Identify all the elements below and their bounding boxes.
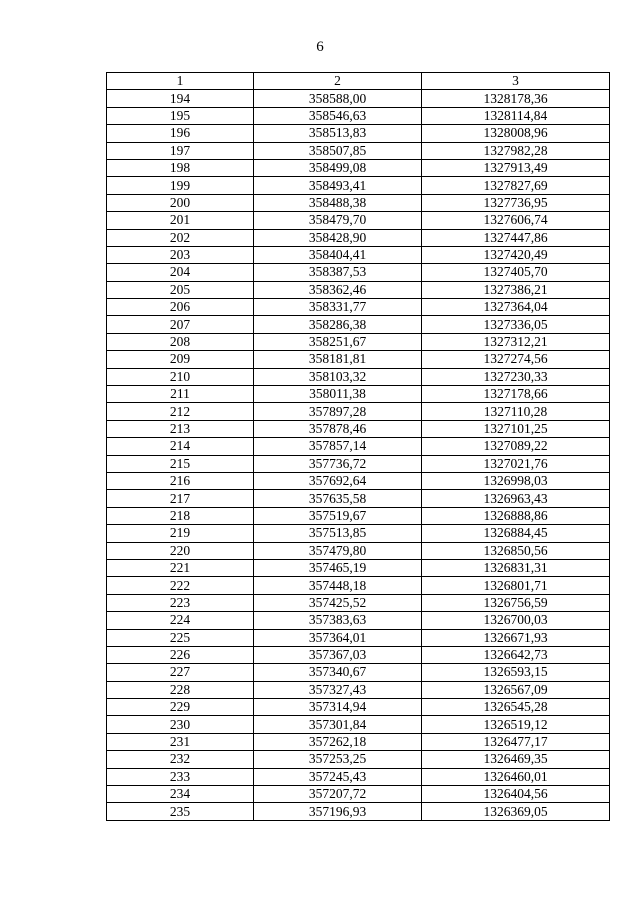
y-coordinate-cell: 1326519,12 [422, 716, 610, 733]
point-number-cell: 226 [107, 646, 254, 663]
y-coordinate-cell: 1327420,49 [422, 246, 610, 263]
y-coordinate-cell: 1328008,96 [422, 125, 610, 142]
table-row [107, 194, 610, 211]
y-coordinate-cell: 1327021,76 [422, 455, 610, 472]
table-row [107, 125, 610, 142]
table-row [107, 438, 610, 455]
x-coordinate-cell: 357196,93 [254, 803, 422, 820]
y-coordinate-cell: 1327230,33 [422, 368, 610, 385]
x-coordinate-cell: 357513,85 [254, 525, 422, 542]
table-row [107, 246, 610, 263]
y-coordinate-cell: 1327312,21 [422, 333, 610, 350]
x-coordinate-cell: 357314,94 [254, 699, 422, 716]
x-coordinate-cell: 358499,08 [254, 159, 422, 176]
x-coordinate-cell: 357857,14 [254, 438, 422, 455]
x-coordinate-cell: 358493,41 [254, 177, 422, 194]
x-coordinate-cell: 358181,81 [254, 351, 422, 368]
x-coordinate-cell: 358251,67 [254, 333, 422, 350]
y-coordinate-cell: 1326671,93 [422, 629, 610, 646]
y-coordinate-cell: 1327447,86 [422, 229, 610, 246]
header-col-3: 3 [422, 73, 610, 90]
y-coordinate-cell: 1326369,05 [422, 803, 610, 820]
point-number-cell: 223 [107, 594, 254, 611]
x-coordinate-cell: 358488,38 [254, 194, 422, 211]
x-coordinate-cell: 358331,77 [254, 299, 422, 316]
table-row [107, 107, 610, 124]
y-coordinate-cell: 1326801,71 [422, 577, 610, 594]
x-coordinate-cell: 357262,18 [254, 733, 422, 750]
table-row [107, 559, 610, 576]
x-coordinate-cell: 357897,28 [254, 403, 422, 420]
y-coordinate-cell: 1327982,28 [422, 142, 610, 159]
table-row [107, 455, 610, 472]
x-coordinate-cell: 357878,46 [254, 420, 422, 437]
table-row [107, 786, 610, 803]
x-coordinate-cell: 358546,63 [254, 107, 422, 124]
point-number-cell: 202 [107, 229, 254, 246]
x-coordinate-cell: 358103,32 [254, 368, 422, 385]
y-coordinate-cell: 1326888,86 [422, 507, 610, 524]
y-coordinate-cell: 1326756,59 [422, 594, 610, 611]
table-row [107, 594, 610, 611]
point-number-cell: 209 [107, 351, 254, 368]
point-number-cell: 198 [107, 159, 254, 176]
point-number-cell: 227 [107, 664, 254, 681]
y-coordinate-cell: 1327606,74 [422, 212, 610, 229]
x-coordinate-cell: 357383,63 [254, 612, 422, 629]
y-coordinate-cell: 1327386,21 [422, 281, 610, 298]
point-number-cell: 208 [107, 333, 254, 350]
table-row [107, 664, 610, 681]
point-number-cell: 204 [107, 264, 254, 281]
y-coordinate-cell: 1327101,25 [422, 420, 610, 437]
x-coordinate-cell: 358362,46 [254, 281, 422, 298]
table-row [107, 472, 610, 489]
x-coordinate-cell: 357245,43 [254, 768, 422, 785]
y-coordinate-cell: 1327827,69 [422, 177, 610, 194]
table-row [107, 142, 610, 159]
x-coordinate-cell: 358286,38 [254, 316, 422, 333]
x-coordinate-cell: 357340,67 [254, 664, 422, 681]
table-row [107, 525, 610, 542]
x-coordinate-cell: 357448,18 [254, 577, 422, 594]
table-row [107, 212, 610, 229]
table-row [107, 751, 610, 768]
header-row [107, 73, 610, 90]
x-coordinate-cell: 357465,19 [254, 559, 422, 576]
x-coordinate-cell: 357367,03 [254, 646, 422, 663]
y-coordinate-cell: 1328178,36 [422, 90, 610, 107]
y-coordinate-cell: 1327405,70 [422, 264, 610, 281]
x-coordinate-cell: 357736,72 [254, 455, 422, 472]
point-number-cell: 213 [107, 420, 254, 437]
x-coordinate-cell: 357479,80 [254, 542, 422, 559]
point-number-cell: 229 [107, 699, 254, 716]
x-coordinate-cell: 358428,90 [254, 229, 422, 246]
point-number-cell: 231 [107, 733, 254, 750]
y-coordinate-cell: 1326567,09 [422, 681, 610, 698]
point-number-cell: 195 [107, 107, 254, 124]
header-col-2: 2 [254, 73, 422, 90]
table-row [107, 699, 610, 716]
point-number-cell: 212 [107, 403, 254, 420]
table-row [107, 612, 610, 629]
table-row [107, 490, 610, 507]
y-coordinate-cell: 1327089,22 [422, 438, 610, 455]
x-coordinate-cell: 358404,41 [254, 246, 422, 263]
point-number-cell: 219 [107, 525, 254, 542]
y-coordinate-cell: 1328114,84 [422, 107, 610, 124]
point-number-cell: 200 [107, 194, 254, 211]
table-row [107, 90, 610, 107]
y-coordinate-cell: 1326404,56 [422, 786, 610, 803]
table-row [107, 577, 610, 594]
table-row [107, 768, 610, 785]
y-coordinate-cell: 1327736,95 [422, 194, 610, 211]
table-row [107, 177, 610, 194]
point-number-cell: 211 [107, 386, 254, 403]
x-coordinate-cell: 357692,64 [254, 472, 422, 489]
table-row [107, 542, 610, 559]
x-coordinate-cell: 358479,70 [254, 212, 422, 229]
y-coordinate-cell: 1326469,35 [422, 751, 610, 768]
page-number: 6 [316, 39, 324, 55]
table-row [107, 403, 610, 420]
table-row [107, 681, 610, 698]
table-row [107, 733, 610, 750]
point-number-cell: 225 [107, 629, 254, 646]
table-row [107, 646, 610, 663]
table-row [107, 386, 610, 403]
y-coordinate-cell: 1327336,05 [422, 316, 610, 333]
table-row [107, 333, 610, 350]
point-number-cell: 203 [107, 246, 254, 263]
table-row [107, 159, 610, 176]
point-number-cell: 216 [107, 472, 254, 489]
x-coordinate-cell: 357364,01 [254, 629, 422, 646]
point-number-cell: 206 [107, 299, 254, 316]
point-number-cell: 228 [107, 681, 254, 698]
point-number-cell: 220 [107, 542, 254, 559]
point-number-cell: 199 [107, 177, 254, 194]
table-row [107, 803, 610, 820]
header-col-1: 1 [107, 73, 254, 90]
y-coordinate-cell: 1326642,73 [422, 646, 610, 663]
table-header [107, 73, 610, 90]
point-number-cell: 217 [107, 490, 254, 507]
y-coordinate-cell: 1327274,56 [422, 351, 610, 368]
point-number-cell: 210 [107, 368, 254, 385]
y-coordinate-cell: 1327913,49 [422, 159, 610, 176]
y-coordinate-cell: 1326963,43 [422, 490, 610, 507]
x-coordinate-cell: 357301,84 [254, 716, 422, 733]
table-row [107, 264, 610, 281]
table-row [107, 629, 610, 646]
x-coordinate-cell: 358011,38 [254, 386, 422, 403]
x-coordinate-cell: 358513,83 [254, 125, 422, 142]
point-number-cell: 218 [107, 507, 254, 524]
point-number-cell: 234 [107, 786, 254, 803]
table-row [107, 316, 610, 333]
x-coordinate-cell: 357327,43 [254, 681, 422, 698]
point-number-cell: 233 [107, 768, 254, 785]
table-body [107, 90, 610, 820]
coordinates-table [106, 72, 610, 821]
x-coordinate-cell: 357425,52 [254, 594, 422, 611]
y-coordinate-cell: 1326545,28 [422, 699, 610, 716]
table-row [107, 351, 610, 368]
table-row [107, 420, 610, 437]
y-coordinate-cell: 1326850,56 [422, 542, 610, 559]
point-number-cell: 221 [107, 559, 254, 576]
point-number-cell: 207 [107, 316, 254, 333]
point-number-cell: 197 [107, 142, 254, 159]
point-number-cell: 224 [107, 612, 254, 629]
y-coordinate-cell: 1326831,31 [422, 559, 610, 576]
x-coordinate-cell: 357207,72 [254, 786, 422, 803]
point-number-cell: 201 [107, 212, 254, 229]
point-number-cell: 215 [107, 455, 254, 472]
table-row [107, 281, 610, 298]
x-coordinate-cell: 357253,25 [254, 751, 422, 768]
x-coordinate-cell: 358387,53 [254, 264, 422, 281]
point-number-cell: 222 [107, 577, 254, 594]
y-coordinate-cell: 1327178,66 [422, 386, 610, 403]
point-number-cell: 194 [107, 90, 254, 107]
point-number-cell: 230 [107, 716, 254, 733]
x-coordinate-cell: 357519,67 [254, 507, 422, 524]
point-number-cell: 214 [107, 438, 254, 455]
y-coordinate-cell: 1326593,15 [422, 664, 610, 681]
table-row [107, 299, 610, 316]
table-row [107, 368, 610, 385]
y-coordinate-cell: 1327110,28 [422, 403, 610, 420]
table-row [107, 716, 610, 733]
point-number-cell: 196 [107, 125, 254, 142]
x-coordinate-cell: 357635,58 [254, 490, 422, 507]
point-number-cell: 205 [107, 281, 254, 298]
point-number-cell: 235 [107, 803, 254, 820]
y-coordinate-cell: 1326884,45 [422, 525, 610, 542]
y-coordinate-cell: 1326460,01 [422, 768, 610, 785]
x-coordinate-cell: 358588,00 [254, 90, 422, 107]
table-row [107, 507, 610, 524]
y-coordinate-cell: 1326477,17 [422, 733, 610, 750]
y-coordinate-cell: 1326998,03 [422, 472, 610, 489]
y-coordinate-cell: 1327364,04 [422, 299, 610, 316]
point-number-cell: 232 [107, 751, 254, 768]
y-coordinate-cell: 1326700,03 [422, 612, 610, 629]
x-coordinate-cell: 358507,85 [254, 142, 422, 159]
table-row [107, 229, 610, 246]
